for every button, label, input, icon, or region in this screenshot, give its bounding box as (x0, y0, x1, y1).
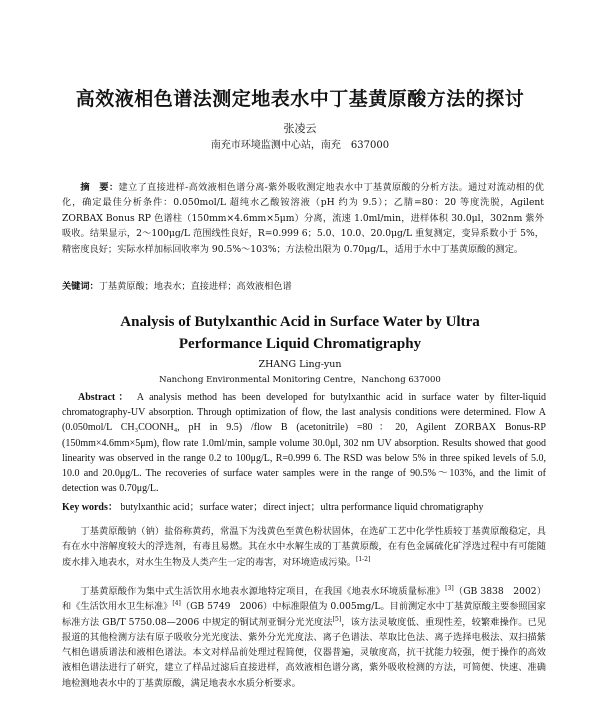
keywords-en-label: Key words： (62, 502, 118, 513)
keywords-en-text: butylxanthic acid；surface water；direct inject；ultra performance liquid chromatigraphy (120, 502, 484, 513)
paper-title-cn: 高效液相色谱法测定地表水中丁基黄原酸方法的探讨 (75, 88, 525, 110)
citation-ref: [5] (332, 615, 342, 623)
abstract-en-text: A analysis method has been developed for butylxanthic acid in surface water by filter-liquid chromatography-UV absorption. Through optimization of flow, the last analysis conditions were determined. Flow A (0.050mol/L CH₃COONH₄, pH in 9.5) /flow B (acetonitrile) =80：20, Agilent ZORBAX Bonus-RP (150mm×4.6mm×5μm), flow rate 1.0ml/min, sample volume 30.0μl, 302 nm UV absorption. Results showed that good linearity was observed in the range 0.2 to 100μg/L, R=0.999 6. The RSD was below 5% in three spiked levels of 5.0, 10.0 and 20.0μg/L. The recoveries of surface water samples were in the range of 90.5%～103%, and the limit of detection was 0.70μg/L. (62, 392, 546, 495)
paper-title-en-line1: Analysis of Butylxanthic Acid in Surface Water by Ultra (120, 314, 480, 330)
body-p2-text-c: （GB 5749 2006）中标准限值为 0.005mg/L。目前测定水中丁基黄原酸主要参照国家标准方法 GB/T 5750.08—2006 中规定的铜试剂亚铜分光光度法 (62, 601, 546, 628)
paper-title-en (0, 311, 600, 355)
citation-ref: [4] (172, 600, 181, 608)
author-cn: 张凌云 (283, 122, 317, 135)
citation-ref: [1-2] (356, 555, 371, 563)
affiliation-en: Nanchong Environmental Monitoring Centre，Nanchong 637000 (159, 375, 441, 385)
affiliation-cn: 南充市环境监测中心站，南充 637000 (210, 140, 390, 151)
citation-ref: [3] (445, 584, 454, 592)
abstract-en (62, 390, 546, 496)
keywords-cn-text: 丁基黄原酸；地表水；直接进样；高效液相色谱 (98, 281, 292, 292)
keywords-cn-label: 关键词： (62, 281, 99, 292)
body-p2-text-a: 丁基黄原酸作为集中式生活饮用水地表水源地特定项目，在我国《地表水环境质量标准》 (80, 586, 446, 597)
body-p2-text-d: ，该方法灵敏度低、重现性差，较繁难操作。已见报道的其他检测方法有原子吸收分光光度法、紫外分光光度法、离子色谱法、萃取比色法、离子选择电极法、双扫描紫气相色谱质谱法和液相色谱法。本文对样品前处理过程简便，仪器普遍，灵敏度高，抗干扰能力较强，便于操作的高效液相色谱法进行了研究，建立了样品过滤后直接进样，高效液相色谱分离，紫外吸收检测的方法，可简便、快速、准确地检测地表水中的丁基黄原酸，满足地表水水质分析要求。 (62, 616, 547, 689)
author-en: ZHANG Ling-yun (258, 359, 342, 370)
keywords-en (62, 498, 546, 513)
body-paragraph-1 (62, 524, 546, 570)
abstract-cn-text: 建立了直接进样-高效液相色谱分离-紫外吸收测定地表水中丁基黄原酸的分析方法。通过对流动相的优化，确定最佳分析条件：0.050mol/L 超纯水乙酸铵溶液（pH 约为 9.5）；乙腈=80：20 等度洗脱，Agilent ZORBAX Bonus RP 色谱柱（150mm×4.6mm×5μm）分离，流速 1.0ml/min，进样体积 30.0μl，302nm 紫外吸收。结果显示，2～100μg/L 范围线性良好，R=0.999 6；5.0、10.0、20.0μg/L 重复测定，变异系数小于 5%，精密度良好；实际水样加标回收率为 90.5%～103%；方法检出限为 0.70μg/L，适用于水中丁基黄原酸的测定。 (62, 182, 544, 255)
body-p2-text-b: （GB 3838 2002）和《生活饮用水卫生标准》 (62, 586, 547, 613)
keywords-cn (62, 278, 544, 292)
abstract-cn-label: 摘 要： (80, 182, 119, 193)
body-p1-text: 丁基黄原酸钠（钠）盐俗称黄药，常温下为浅黄色至黄色粉状固体，在选矿工艺中化学性质较丁基黄原酸稳定，具有在水中溶解度较大的浮选剂，有毒且易燃。其在水中水解生成的丁基黄原酸，在有色金属硫化矿浮选过程中有可能随废水排入地表水，对水生生物及人类产生一定的毒害，对环境造成污染。 (62, 526, 546, 568)
abstract-en-label: Abstract： (78, 392, 132, 403)
abstract-cn (62, 180, 544, 257)
paper-title-en-line2: Performance Liquid Chromatigraphy (178, 336, 422, 352)
body-paragraph-2 (62, 584, 546, 691)
